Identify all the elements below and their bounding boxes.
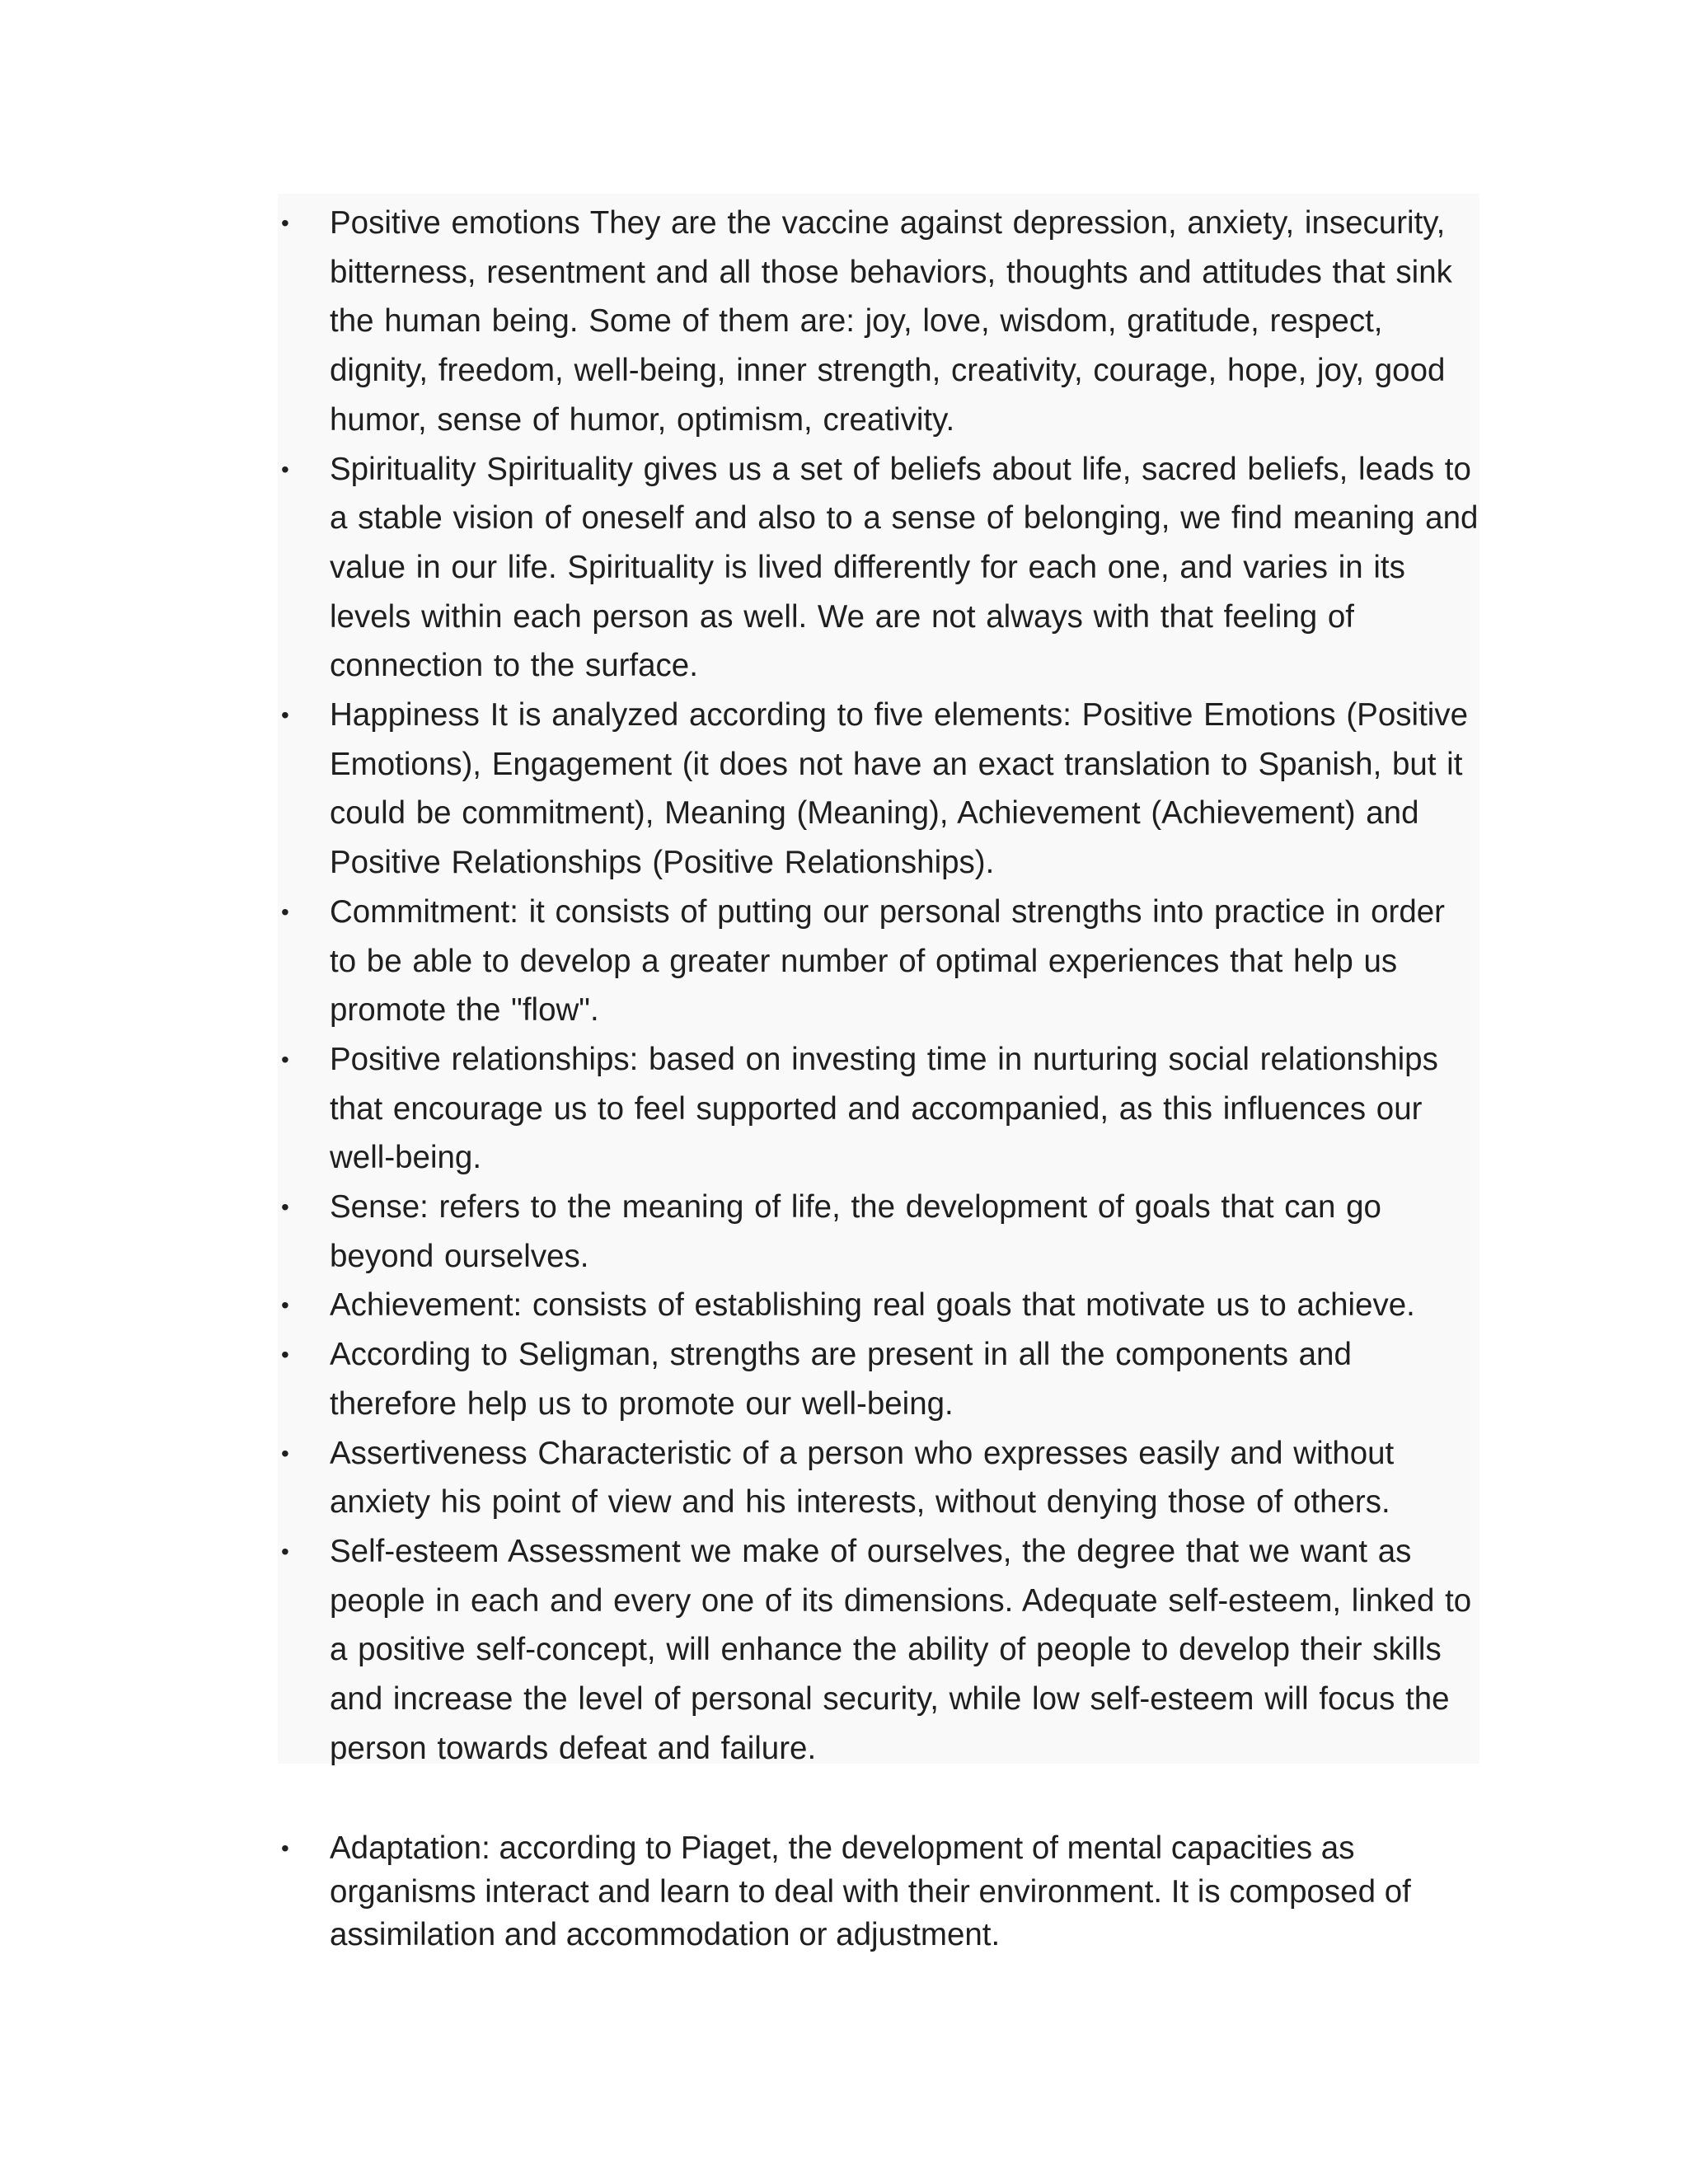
list-item-text: Positive relationships: based on investing time in nurturing social relationships that encourage us to feel supported and accompanied, as this influences our well-being.: [330, 1041, 1438, 1176]
list-item: [278, 1330, 1479, 1428]
list-item-text: Spirituality Spirituality gives us a set of beliefs about life, sacred beliefs, leads to a stable vision of oneself and also to a sense of belonging, we find meaning and value in our life. Spirituality is lived differently for each one, and varies in its levels within each person as well. We are not always with that feeling of connection to the surface.: [330, 451, 1479, 684]
list-item-text: Positive emotions They are the vaccine against depression, anxiety, insecurity, bitterness, resentment and all those behaviors, thoughts and attitudes that sink the human being. Some of them are: joy, love, wisdom, gratitude, respect, dignity, freedom, well-being, inner strength, creativity, courage, hope, joy, good humor, sense of humor, optimism, creativity.: [330, 205, 1452, 438]
list-item: [278, 1527, 1479, 1774]
bullet-icon: •: [281, 1835, 289, 1861]
bullet-icon: •: [281, 1342, 289, 1368]
list-item: [278, 445, 1479, 691]
list-item-text: Adaptation: according to Piaget, the development of mental capacities as organisms interact and learn to deal with their environment. It is composed of assimilation and accommodation or adjustment.: [330, 1830, 1411, 1952]
list-item: [278, 1281, 1479, 1330]
bullet-icon: •: [281, 1292, 289, 1319]
bullet-icon: •: [281, 1046, 289, 1072]
list-item-text: Commitment: it consists of putting our personal strengths into practice in order to be able to develop a greater number of optimal experiences that help us promote the "flow".: [330, 893, 1445, 1029]
list-item: [278, 691, 1479, 888]
list-item: [278, 888, 1479, 1035]
bullet-icon: •: [281, 456, 289, 482]
list-item-text: Happiness It is analyzed according to five elements: Positive Emotions (Positive Emotions), Engagement (it does not have an exact translation to Spanish, but it could be commitment), Meaning (Meaning), Achievement (Achievement) and Positive Relationships (Positive Relationships).: [330, 697, 1468, 881]
bullet-icon: •: [281, 1440, 289, 1466]
bullet-icon: •: [281, 1538, 289, 1564]
list-item: [278, 1183, 1479, 1281]
list-item: [278, 1827, 1479, 1957]
list-item: [278, 1035, 1479, 1183]
list-item: [278, 1429, 1479, 1527]
list-item-text: Assertiveness Characteristic of a person who expresses easily and without anxiety his point of view and his interests, without denying those of others.: [330, 1435, 1395, 1521]
bullet-icon: •: [281, 702, 289, 729]
list-item-text: Achievement: consists of establishing real goals that motivate us to achieve.: [330, 1287, 1415, 1324]
list-item-text: According to Seligman, strengths are present in all the components and therefore help us to promote our well-being.: [330, 1337, 1352, 1422]
list-item: [278, 199, 1479, 445]
bullet-icon: •: [281, 898, 289, 925]
bullet-list-plain: [278, 1827, 1479, 1957]
bullet-icon: •: [281, 1194, 289, 1221]
list-item-text: Self-esteem Assessment we make of ourselves, the degree that we want as people in each and every one of its dimensions. Adequate self-esteem, linked to a positive self-concept, will enhance the ability of people to develop their skills and increase the level of personal security, while low self-esteem will focus the person towards defeat and failure.: [330, 1533, 1472, 1766]
bullet-list-shaded: [278, 199, 1479, 1774]
list-item-text: Sense: refers to the meaning of life, the development of goals that can go beyond ourselves.: [330, 1189, 1381, 1274]
bullet-icon: •: [281, 210, 289, 236]
